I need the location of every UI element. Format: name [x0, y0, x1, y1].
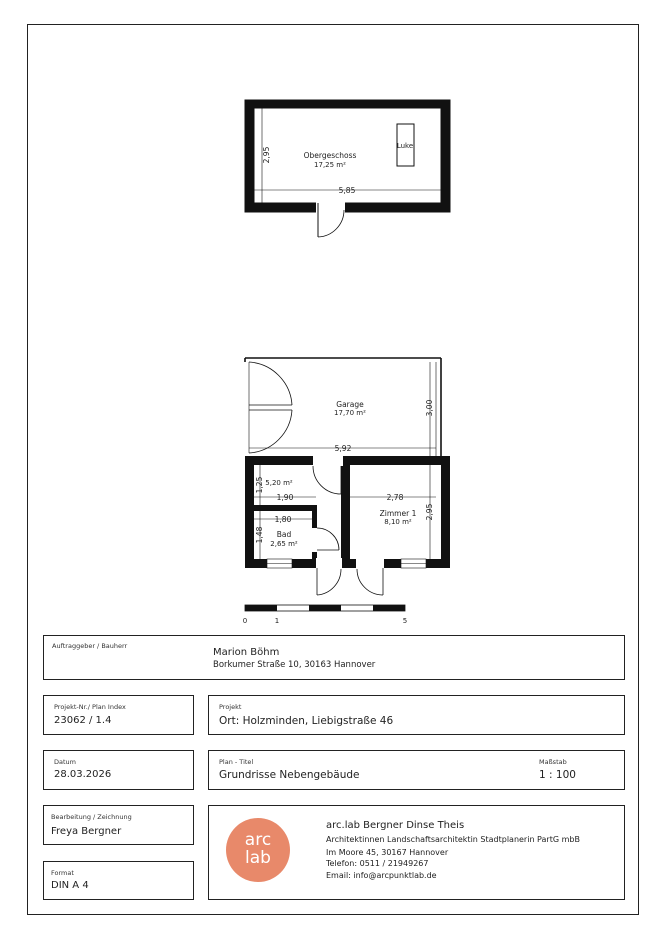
client-address: Borkumer Straße 10, 30163 Hannover	[213, 660, 376, 670]
ground-floor-plan	[245, 358, 450, 595]
upper-room-name: Obergeschoss	[303, 151, 357, 160]
upper-floor-plan	[245, 100, 450, 237]
logo-line-1: arc	[244, 830, 272, 850]
bath-dim-height: 1,48	[255, 526, 264, 544]
bath-dim-width: 1,80	[274, 515, 292, 524]
lower-block-walls	[245, 456, 450, 568]
scale-label-5: 5	[402, 617, 408, 625]
bath-partition-h	[254, 505, 316, 511]
office-address: Im Moore 45, 30167 Hannover	[326, 848, 449, 857]
garage-dim-width: 5,92	[334, 444, 352, 453]
bath-room-area: 2,65 m²	[270, 540, 298, 548]
format-value: DIN A 4	[51, 880, 89, 891]
scale-label: Maßstab	[539, 758, 567, 766]
garage-room-name: Garage	[336, 400, 364, 409]
project-no-value: 23062 / 1.4	[54, 715, 112, 726]
entry-door-swing-right	[357, 569, 383, 595]
hall-dim-height: 1,25	[255, 476, 264, 494]
plan-title-label: Plan - Titel	[219, 758, 254, 766]
garage-room-area: 17,70 m²	[334, 409, 366, 417]
office-email: Email: info@arcpunktlab.de	[326, 871, 437, 880]
scale-label-1: 1	[274, 617, 280, 625]
format-label: Format	[51, 869, 74, 877]
upper-door-swing	[318, 210, 344, 237]
upper-room-area: 17,25 m²	[314, 161, 346, 169]
drawn-by-label: Bearbeitung / Zeichnung	[51, 813, 132, 821]
client-box	[43, 635, 625, 680]
garage-door-swing-top	[249, 362, 292, 405]
room1-room-name: Zimmer 1	[379, 509, 417, 518]
entry-door-gap-right	[356, 558, 384, 569]
date-label: Datum	[54, 758, 76, 766]
client-label: Auftraggeber / Bauherr	[52, 642, 128, 650]
room1-dim-height: 2,95	[425, 503, 434, 521]
entry-door-swing-left	[317, 569, 341, 595]
drawn-by-value: Freya Bergner	[51, 826, 122, 837]
office-logo	[226, 818, 290, 882]
bath-room-name: Bad	[276, 530, 292, 539]
project-no-label: Projekt-Nr./ Plan Index	[54, 703, 126, 711]
upper-dim-height: 2,95	[262, 146, 271, 164]
bath-door-swing	[317, 528, 339, 550]
garage-door-swing-bottom	[249, 410, 292, 453]
office-phone: Telefon: 0511 / 21949267	[326, 859, 429, 868]
office-subtitle: Architektinnen Landschaftsarchitektin Stadtplanerin PartG mbB	[326, 835, 580, 844]
scale-value: 1 : 100	[539, 769, 576, 781]
room1-room-area: 8,10 m²	[384, 518, 412, 526]
logo-line-2: lab	[245, 848, 271, 868]
plan-title-value: Grundrisse Nebengebäude	[219, 769, 360, 781]
upper-dim-width: 5,85	[338, 186, 356, 195]
drawn-by-box	[43, 805, 194, 845]
project-label: Projekt	[219, 703, 242, 711]
office-name: arc.lab Bergner Dinse Theis	[326, 820, 465, 831]
entry-door-gap-left	[316, 558, 342, 569]
bath-door-gap	[311, 528, 318, 552]
client-name: Marion Böhm	[213, 647, 280, 658]
date-value: 28.03.2026	[54, 769, 112, 780]
hall-door-gap	[313, 455, 343, 466]
upper-door-gap	[316, 202, 345, 213]
hall-dim-width: 1,90	[276, 493, 294, 502]
scale-bar	[243, 605, 407, 625]
garage-dim-height: 3,00	[425, 399, 434, 417]
hall-room-area: 5,20 m²	[265, 479, 293, 487]
room1-dim-width: 2,78	[386, 493, 404, 502]
hall-door-swing	[313, 466, 341, 494]
hatch-label: Luke	[396, 142, 414, 150]
project-value: Ort: Holzminden, Liebigstraße 46	[219, 715, 394, 727]
scale-label-0: 0	[242, 617, 248, 625]
